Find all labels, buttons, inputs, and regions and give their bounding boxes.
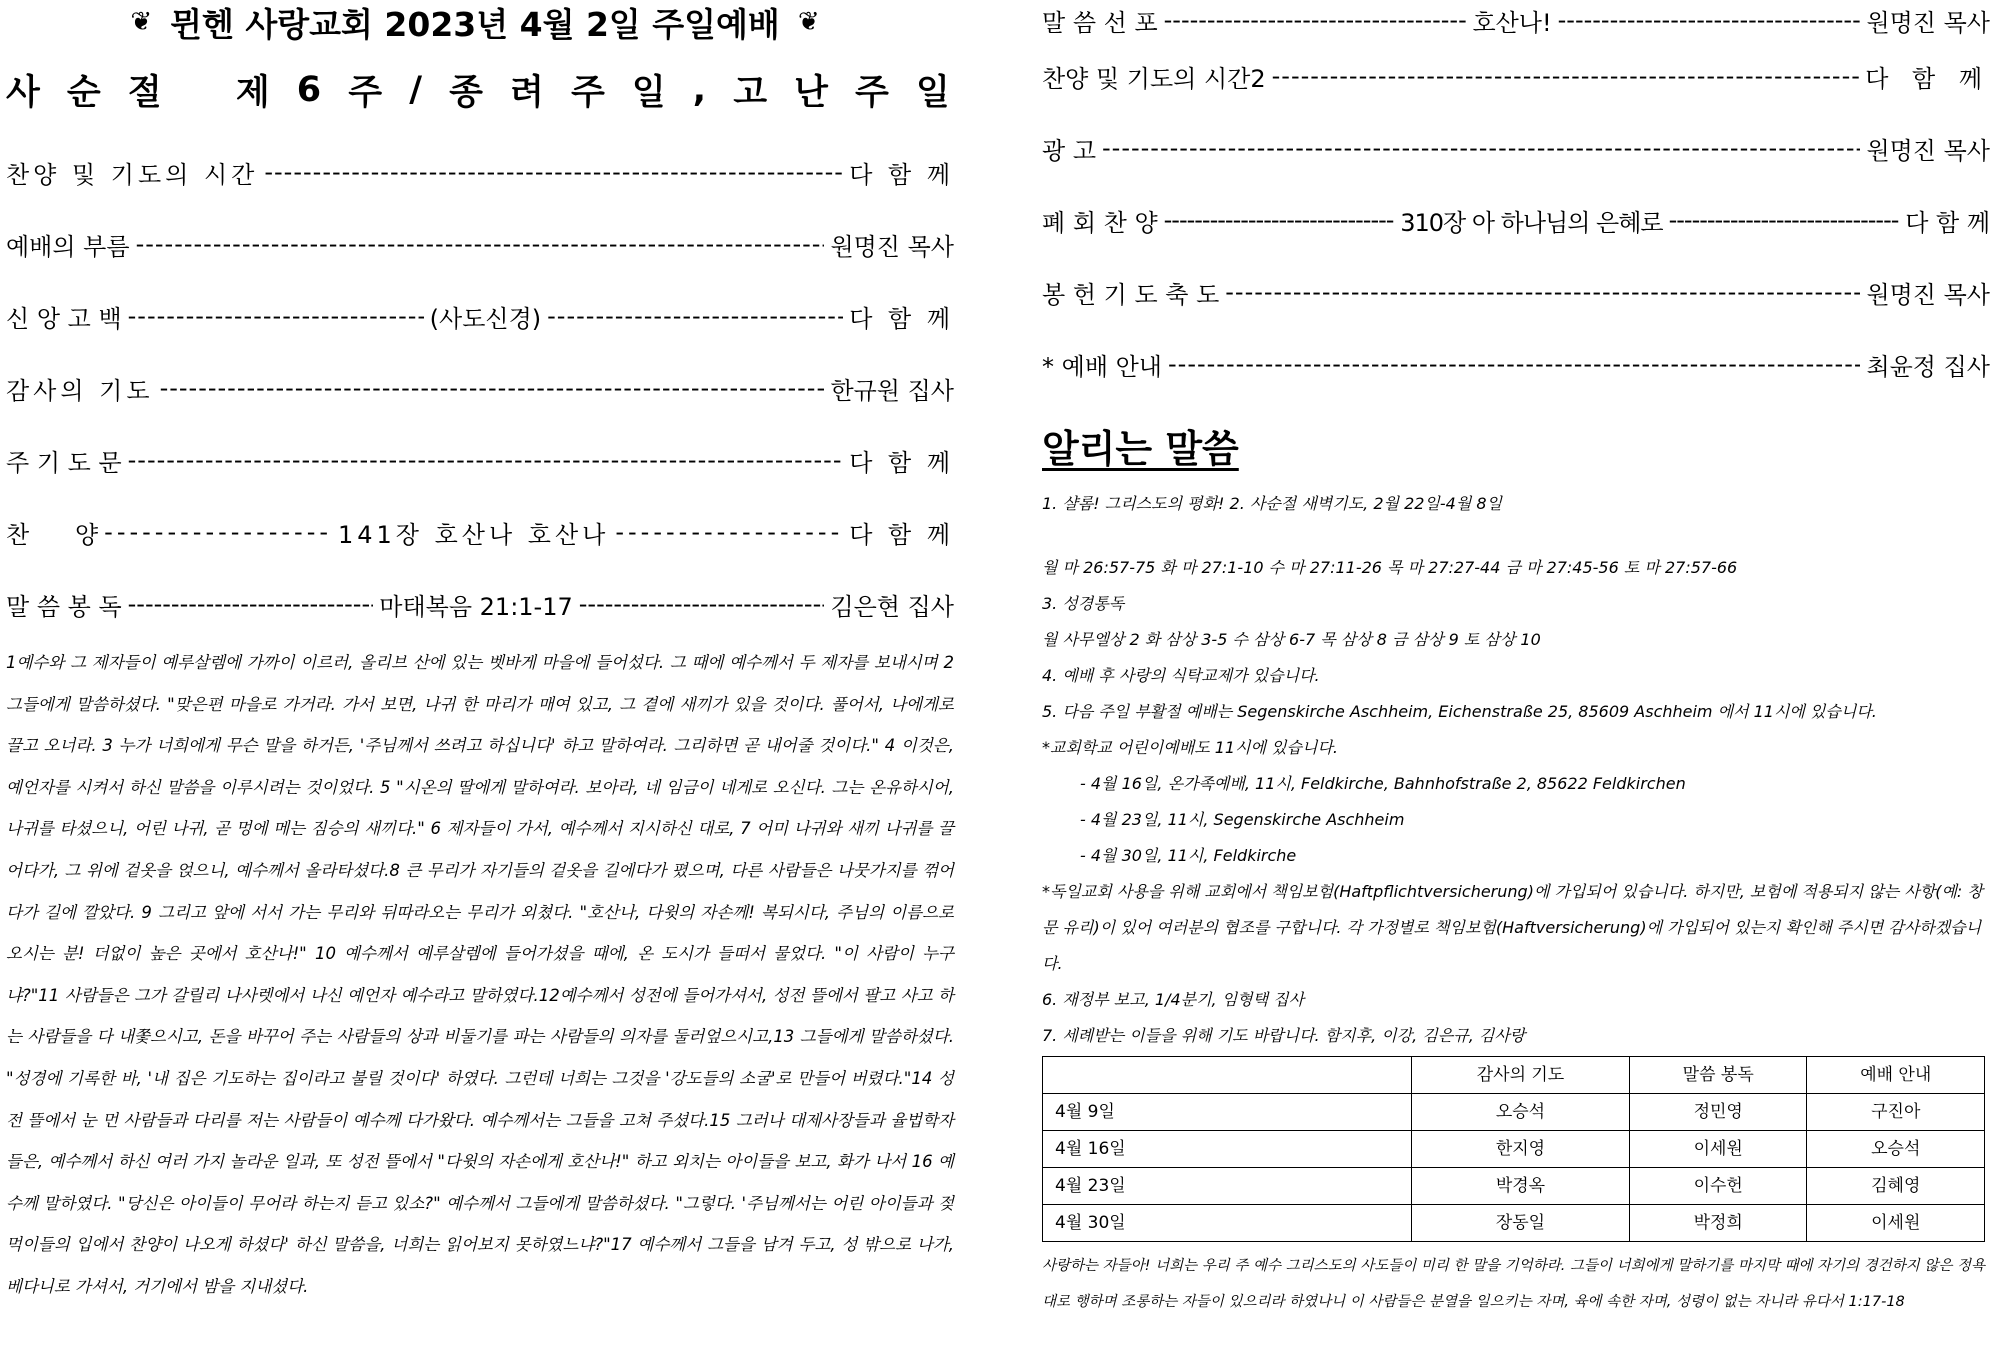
scripture-passage: 1예수와 그 제자들이 예루살렘에 가까이 이르러, 올리브 산에 있는 벳바게 마을에 들어섰다. 그 때에 예수께서 두 제자를 보내시며 2 그들에게 말씀하셨다. "맞은편 마을로 가거라. 가서 보면, 나귀 한 마리가 매여 있고, 그 곁에 새끼가 있을 것이다. 풀어서, 나에게로 끌고 오너라. 3 누가 너희에게 무슨 말을 하거든, '주님께서 쓰려고 하십니다' 하고 말하여라. 그리하면 곧 내어줄 것이다." 4 이것은, 예언자를 시켜서 하신 말씀을 이루시려는 것이었다. 5 "시온의 딸에게 말하여라. 보아라, 네 임금이 네게로 오신다. 그는 온유하시어, 나귀를 타셨으니, 어린 나귀, 곧 멍에 메는 짐승의 새끼다." 6 제자들이 가서, 예수께서 지시하신 대로, 7 어미 나귀와 새끼 나귀를 끌어다가, 그 위에 겉옷을 얹으니, 예수께서 올라타셨다.8 큰 무리가 자기들의 겉옷을 길에다가 폈으며, 다른 사람들은 나뭇가지를 꺾어다가 길에 깔았다. 9 그리고 앞에 서서 가는 무리와 뒤따라오는 무리가 외쳤다. "호산나, 다윗의 자손께! 복되시다, 주님의 이름으로 오시는 분! 더없이 높은 곳에서 호산나!" 10 예수께서 예루살렘에 들어가셨을 때에, 온 도시가 들떠서 물었다. "이 사람이 누구냐?"11 사람들은 그가 갈릴리 나사렛에서 나신 예언자 예수라고 말하였다.12예수께서 성전에 들어가셔서, 성전 뜰에서 팔고 사고 하는 사람들을 다 내쫓으시고, 돈을 바꾸어 주는 사람들의 상과 비둘기를 파는 사람들의 의자를 둘러엎으시고,13 그들에게 말씀하셨다. "성경에 기록한 바, '내 집은 기도하는 집이라고 불릴 것이다' 하였다. 그런데 너희는 그것을 '강도들의 소굴'로 만들어 버렸다."14 성전 뜰에서 눈 먼 사람들과 다리를 저는 사람들이 예수께 다가왔다. 예수께서는 그들을 고쳐 주셨다.15 그러나 대제사장들과 율법학자들은, 예수께서 하신 여러 가지 놀라운 일과, 또 성전 뜰에서 "다윗의 자손에게 호산나!" 하고 외치는 아이들을 보고, 화가 나서 16 예수께 말하였다. "당신은 아이들이 무어라 하는지 듣고 있소?" 예수께서 그들에게 말씀하셨다. "그렇다. '주님께서는 어린 아이들과 젖먹이들의 입에서 찬양이 나오게 하셨다' 하신 말씀을, 너희는 읽어보지 못하였느냐?"17 예수께서 그들을 남겨 두고, 성 밖으로 나가, 베다니로 가셔서, 거기에서 밤을 지내셨다.: [6, 653, 954, 1296]
order-label: 예배의 부름: [6, 232, 130, 261]
notice-line: 1. 샬롬! 그리스도의 평화! 2. 사순절 새벽기도, 2월 22일-4월 8일: [1042, 494, 1503, 513]
order-label: 봉 헌 기 도 축 도: [1042, 280, 1220, 309]
subtitle-char: 주: [855, 73, 889, 113]
notices-list: [1042, 486, 1990, 1320]
table-header-cell: 감사의 기도: [1412, 1057, 1630, 1094]
subtitle-char: 주: [348, 73, 383, 113]
order-leader: 최윤정 집사: [1866, 352, 1990, 381]
order-item: (사도신경): [429, 304, 542, 333]
subtitle-char: 6: [296, 70, 322, 110]
notice-line: 월 사무엘상 2 화 삼상 3-5 수 삼상 6-7 목 삼상 8 금 삼상 9 토 삼상 10: [1042, 630, 1541, 649]
order-item: 마태복음 21:1-17: [379, 592, 573, 621]
table-cell: 4월 30일: [1043, 1205, 1412, 1242]
order-row: [6, 496, 954, 568]
table-cell: 박경옥: [1412, 1168, 1630, 1205]
subtitle-char: 일: [915, 73, 950, 113]
duty-table: [1042, 1056, 1985, 1242]
table-cell: 오승석: [1807, 1131, 1985, 1168]
order-row: [6, 568, 954, 640]
right-column: [1042, 0, 1990, 1320]
notice-line: *독일교회 사용을 위해 교회에서 책임보험(Haftpflichtversicherung)에 가입되어 있습니다. 하지만, 보험에 적용되지 않는 사항(예: 창문 유리)이 있어 여러분의 협조를 구합니다. 각 가정별로 책임보험(Haftversicherung)에 가입되어 있는지 확인해 주시면 감사하겠습니다.: [1042, 882, 1983, 973]
table-row: [1043, 1168, 1985, 1205]
order-label: 말 씀 선 포: [1042, 8, 1158, 37]
subtitle-char: ,: [692, 70, 707, 110]
table-cell: 한지영: [1412, 1131, 1630, 1168]
order-item: 310장 아 하나님의 은혜로: [1400, 208, 1663, 237]
page-subtitle: [6, 44, 950, 136]
page-title-text: 뮌헨 사랑교회 2023년 4월 2일 주일예배: [170, 4, 780, 44]
order-row: [1042, 40, 1990, 112]
order-label: * 예배 안내: [1042, 352, 1162, 381]
table-cell: 박정희: [1629, 1205, 1807, 1242]
order-label: 찬양 및 기도의 시간2: [1042, 64, 1266, 93]
order-leader: 원명진 목사: [830, 232, 954, 261]
order-row: [6, 424, 954, 496]
order-leader: 다 함 께: [849, 448, 954, 477]
order-of-service-right: [1042, 0, 1990, 400]
order-row: [6, 208, 954, 280]
notice-line: 7. 세례받는 이들을 위해 기도 바랍니다. 함지후, 이강, 김은규, 김사랑: [1042, 1026, 1526, 1045]
table-header-cell: 예배 안내: [1807, 1057, 1985, 1094]
table-row: [1043, 1094, 1985, 1131]
subtitle-char: 고: [733, 73, 767, 113]
order-row: [1042, 112, 1990, 184]
table-cell: 김혜영: [1807, 1168, 1985, 1205]
notice-line: - 4월 16일, 온가족예배, 11시, Feldkirche, Bahnhofstraße 2, 85622 Feldkirchen: [1080, 774, 1686, 793]
leaf-ornament-icon: ❦: [130, 7, 153, 37]
notice-line: 월 마 26:57-75 화 마 27:1-10 수 마 27:11-26 목 마 27:27-44 금 마 27:45-56 토 마 27:57-66: [1042, 558, 1738, 577]
order-leader: 다 함 께: [1905, 208, 1991, 237]
subtitle-char: 사: [6, 73, 40, 113]
table-cell: 4월 23일: [1043, 1168, 1412, 1205]
table-cell: 4월 16일: [1043, 1131, 1412, 1168]
subtitle-char: 주: [570, 73, 605, 113]
subtitle-char: 절: [127, 73, 162, 113]
table-header-row: [1043, 1057, 1985, 1094]
order-row: [1042, 0, 1990, 40]
order-item: 호산나!: [1472, 8, 1552, 37]
notice-line: 4. 예배 후 사랑의 식탁교제가 있습니다.: [1042, 666, 1320, 685]
table-row: [1043, 1131, 1985, 1168]
notices-title: 알리는 말씀: [1042, 426, 1239, 471]
order-leader: 다 함 께: [849, 520, 955, 549]
table-cell: 정민영: [1629, 1094, 1807, 1131]
order-leader: 원명진 목사: [1866, 8, 1990, 37]
order-label: 광 고: [1042, 136, 1096, 165]
order-label: 주 기 도 문: [6, 448, 122, 477]
table-cell: 4월 9일: [1043, 1094, 1412, 1131]
table-cell: 이세원: [1629, 1131, 1807, 1168]
notice-line: *교회학교 어린이예배도 11시에 있습니다.: [1042, 738, 1338, 757]
order-row: [6, 352, 954, 424]
subtitle-char: 려: [510, 73, 544, 113]
leaf-ornament-icon: ❦: [797, 7, 820, 37]
order-row: [1042, 184, 1990, 256]
order-label: 찬양 및 기도의 시간: [6, 160, 259, 189]
table-row: [1043, 1205, 1985, 1242]
order-leader: 김은현 집사: [830, 592, 954, 621]
order-row: [1042, 328, 1990, 400]
order-item: 141장 호산나 호산나: [338, 520, 610, 549]
table-cell: 이수헌: [1629, 1168, 1807, 1205]
notice-line: - 4월 30일, 11시, Feldkirche: [1080, 846, 1297, 865]
order-label: 신 앙 고 백: [6, 304, 122, 333]
table-header-cell: [1043, 1057, 1412, 1094]
table-cell: 오승석: [1412, 1094, 1630, 1131]
notice-line: - 4월 23일, 11시, Segenskirche Aschheim: [1080, 810, 1405, 829]
order-label: 감사의 기도: [6, 376, 154, 405]
order-label: 찬 양: [6, 520, 99, 549]
order-leader: 한규원 집사: [830, 376, 954, 405]
table-cell: 장동일: [1412, 1205, 1630, 1242]
table-cell: 구진아: [1807, 1094, 1985, 1131]
subtitle-char: 순: [66, 73, 101, 113]
subtitle-char: 일: [631, 73, 666, 113]
page-title: [6, 0, 944, 44]
order-row: [6, 136, 954, 208]
order-label: 폐 회 찬 양: [1042, 208, 1158, 237]
closing-verse: 사랑하는 자들아! 너희는 우리 주 예수 그리스도의 사도들이 미리 한 말을 기억하라. 그들이 너희에게 말하기를 마지막 때에 자기의 경건하지 않은 정욕대로 행하며 조롱하는 자들이 있으리라 하였나니 이 사람들은 분열을 일으키는 자며, 육에 속한 자며, 성령이 없는 자니라 유다서 1:17-18: [1042, 1258, 1986, 1310]
notice-line: 5. 다음 주일 부활절 예배는 Segenskirche Aschheim, Eichenstraße 25, 85609 Aschheim 에서 11시에 있습니다.: [1042, 702, 1877, 721]
subtitle-char: 난: [794, 73, 828, 113]
table-cell: 이세원: [1807, 1205, 1985, 1242]
order-of-service-left: [6, 136, 954, 640]
subtitle-char: 종: [449, 73, 483, 113]
order-leader: 다 함 께: [849, 304, 954, 333]
left-column: [6, 0, 954, 1308]
order-row: [1042, 256, 1990, 328]
subtitle-char: /: [409, 70, 422, 110]
order-leader: 다 함 께: [849, 160, 954, 189]
order-leader: 원명진 목사: [1866, 136, 1990, 165]
notice-line: 3. 성경통독: [1042, 594, 1125, 613]
table-header-cell: 말씀 봉독: [1629, 1057, 1807, 1094]
order-label: 말 씀 봉 독: [6, 592, 122, 621]
notice-line: 6. 재정부 보고, 1/4분기, 임형택 집사: [1042, 990, 1305, 1009]
subtitle-char: 제: [235, 73, 270, 113]
order-leader: 원명진 목사: [1866, 280, 1990, 309]
order-leader: 다 함 께: [1865, 64, 1990, 93]
order-row: [6, 280, 954, 352]
